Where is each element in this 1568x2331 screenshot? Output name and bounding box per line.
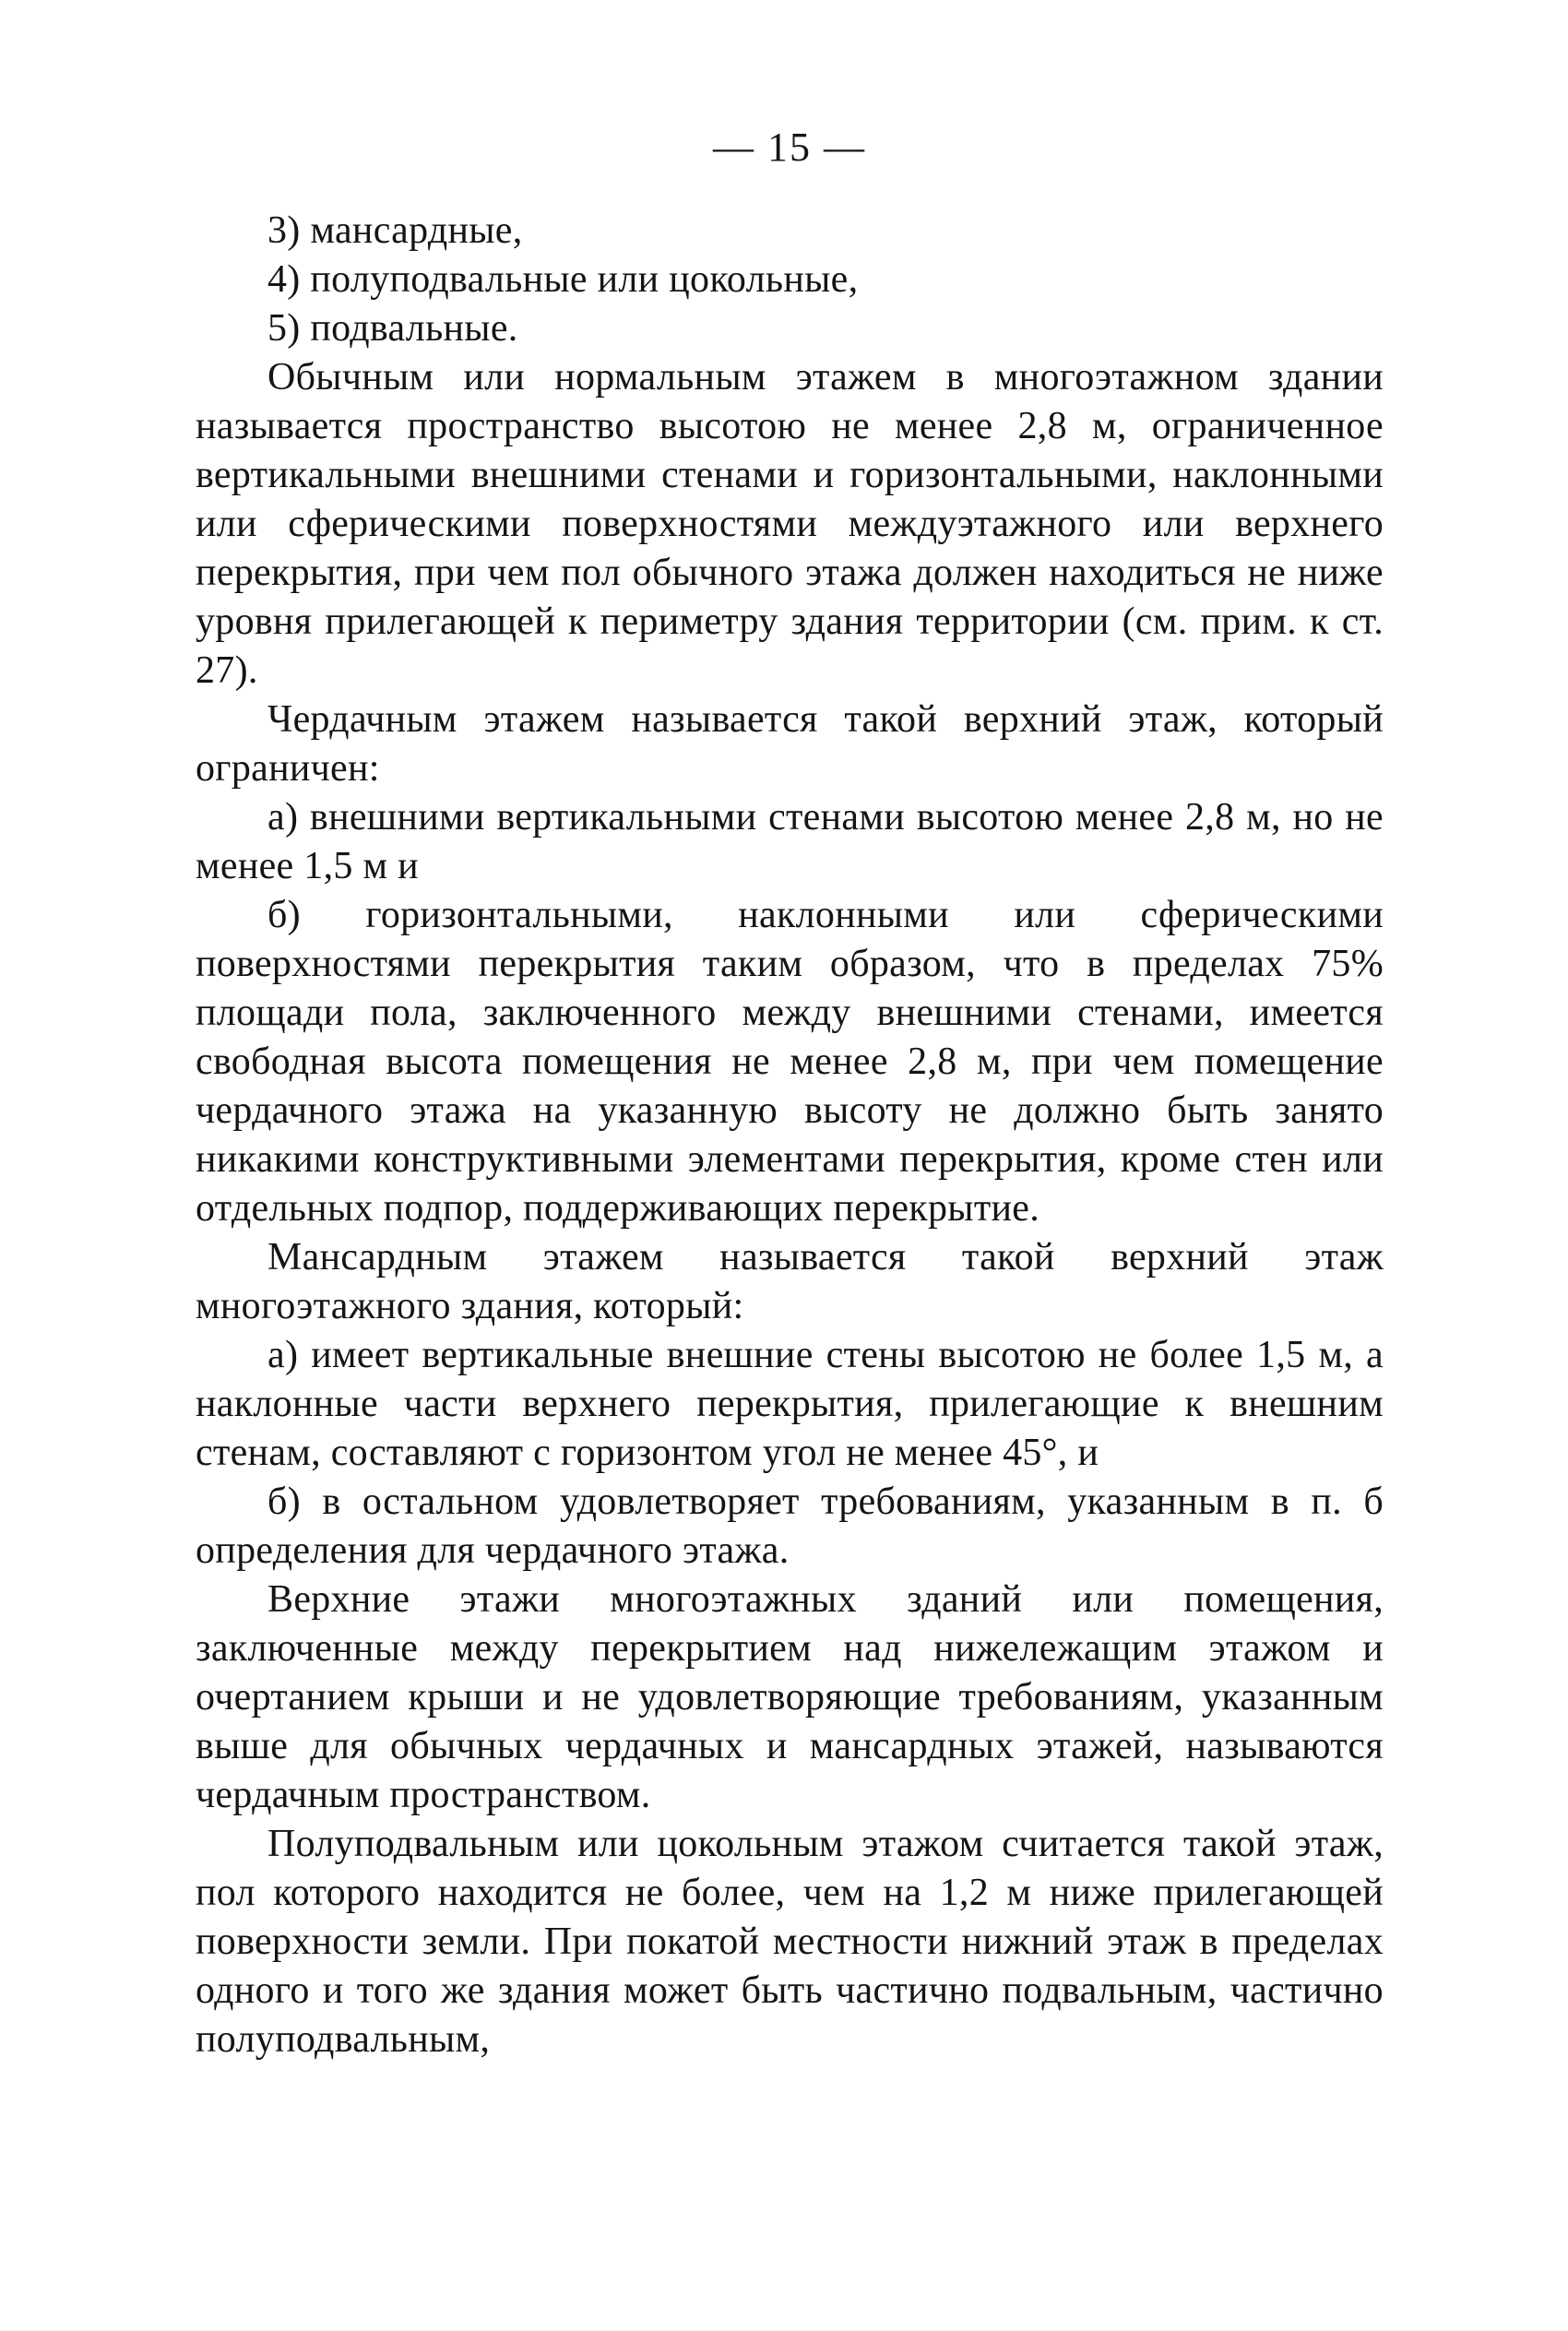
paragraph-normal-floor: Обычным или нормальным этажем в многоэтажном здании называется пространство высотою не менее 2,8 м, ограниченное вертикальными внешними стенами и горизонтальными, наклонными или сферическими поверхностями междуэтажного или верхнего перекрытия, при чем пол обычного этажа должен находиться не ниже уровня прилегающей к периметру здания территории (см. прим. к ст. 27).: [196, 356, 1384, 692]
page-number: — 15 —: [713, 125, 866, 170]
paragraph-semi-basement: Полуподвальным или цокольным этажом считается такой этаж, пол которого находится не более, чем на 1,2 м ниже прилегающей поверхности земли. При покатой местности нижний этаж в пределах одного и того же здания может быть частично подвальным, частично полуподвальным,: [196, 1823, 1384, 2061]
mansard-condition-a: а) имеет вертикальные внешние стены высотою не более 1,5 м, а наклонные части верхнего перекрытия, прилегающие к внешним стенам, составляют с горизонтом угол не менее 45°, и: [196, 1334, 1384, 1474]
mansard-condition-b: б) в остальном удовлетворяет требованиям, указанным в п. б определения для чердачного этажа.: [196, 1481, 1384, 1572]
paragraph-attic-floor: Чердачным этажем называется такой верхний этаж, который ограничен:: [196, 698, 1384, 790]
paragraph-attic-space: Верхние этажи многоэтажных зданий или помещения, заключенные между перекрытием над нижележащим этажом и очертанием крыши и не удовлетворяющие требованиям, указанным выше для обычных чердачных и мансардных этажей, называются чердачным пространством.: [196, 1578, 1384, 1816]
floor-types-list: [196, 207, 1384, 353]
list-item: 4) полуподвальные или цокольные,: [267, 258, 859, 301]
list-item: 5) подвальные.: [267, 307, 518, 350]
paragraph-mansard-floor: Мансардным этажем называется такой верхний этаж многоэтажного здания, который:: [196, 1236, 1384, 1327]
page-content: [196, 120, 1384, 2064]
attic-condition-b: б) горизонтальными, наклонными или сферическими поверхностями перекрытия таким образом, что в пределах 75% площади пола, заключенного между внешними стенами, имеется свободная высота помещения не менее 2,8 м, при чем помещение чердачного этажа на указанную высоту не должно быть занято никакими конструктивными элементами перекрытия, кроме стен или отдельных подпор, поддерживающих перекрытие.: [196, 894, 1384, 1230]
list-item: 3) мансардные,: [267, 209, 523, 252]
attic-condition-a: а) внешними вертикальными стенами высотою менее 2,8 м, но не менее 1,5 м и: [196, 796, 1384, 887]
